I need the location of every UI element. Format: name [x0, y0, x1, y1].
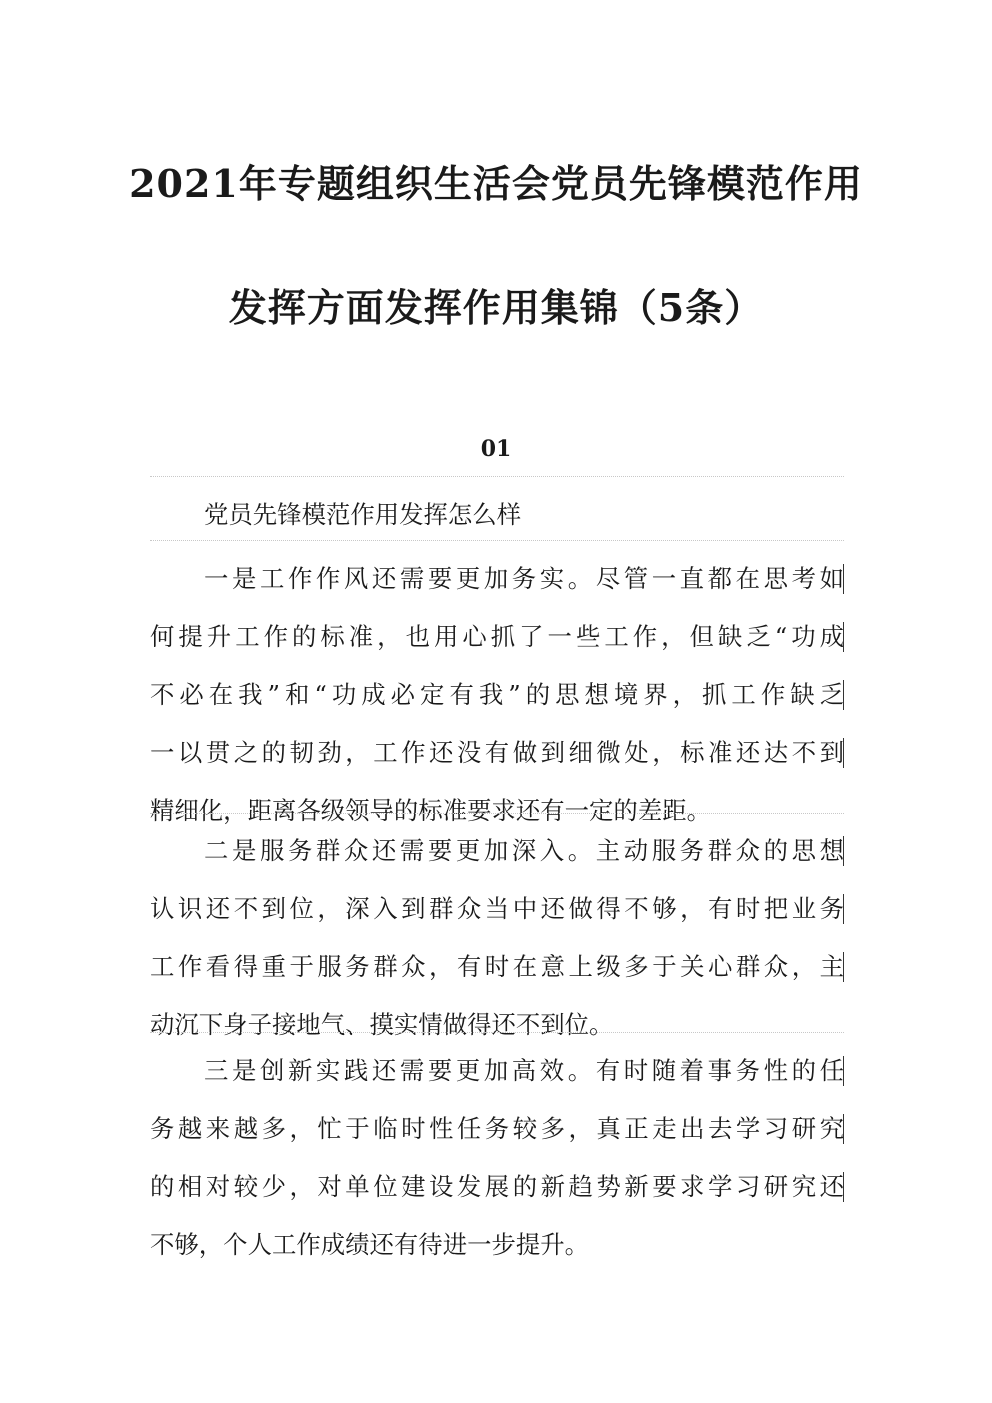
dotted-divider [150, 476, 844, 477]
paragraph-line: 工作看得重于服务群众，有时在意上级多于关心群众，主 [150, 938, 844, 996]
document-title-line-2: 发挥方面发挥作用集锦（5条） [228, 285, 764, 330]
dotted-divider [150, 540, 844, 541]
paragraph-line: 二是服务群众还需要更加深入。主动服务群众的思想 [150, 822, 844, 880]
paragraph-line: 一以贯之的韧劲，工作还没有做到细微处，标准还达不到 [150, 724, 844, 782]
section-heading-block [150, 486, 844, 544]
section-number: 01 [480, 436, 512, 462]
dotted-divider [150, 1032, 844, 1033]
paragraph-line: 一是工作作风还需要更加务实。尽管一直都在思考如 [150, 550, 844, 608]
paragraph-line: 三是创新实践还需要更加高效。有时随着事务性的任 [150, 1042, 844, 1100]
paragraph-line: 的相对较少，对单位建设发展的新趋势新要求学习研究还 [150, 1158, 844, 1216]
section-heading: 党员先锋模范作用发挥怎么样 [204, 500, 522, 529]
paragraph-3 [150, 1042, 844, 1274]
paragraph-line: 不必在我”和“功成必定有我”的思想境界，抓工作缺乏 [150, 666, 844, 724]
paragraph-line: 精细化，距离各级领导的标准要求还有一定的差距。 [150, 796, 711, 825]
paragraph-line: 认识还不到位，深入到群众当中还做得不够，有时把业务 [150, 880, 844, 938]
paragraph-1 [150, 550, 844, 840]
paragraph-2 [150, 822, 844, 1054]
paragraph-line: 务越来越多，忙于临时性任务较多，真正走出去学习研究 [150, 1100, 844, 1158]
paragraph-line: 何提升工作的标准，也用心抓了一些工作，但缺乏“功成 [150, 608, 844, 666]
document-title-line-1: 2021年专题组织生活会党员先锋模范作用 [129, 161, 863, 206]
paragraph-line: 不够，个人工作成绩还有待进一步提升。 [150, 1230, 590, 1259]
dotted-divider [150, 813, 844, 814]
paragraph-line: 动沉下身子接地气、摸实情做得还不到位。 [150, 1010, 614, 1039]
